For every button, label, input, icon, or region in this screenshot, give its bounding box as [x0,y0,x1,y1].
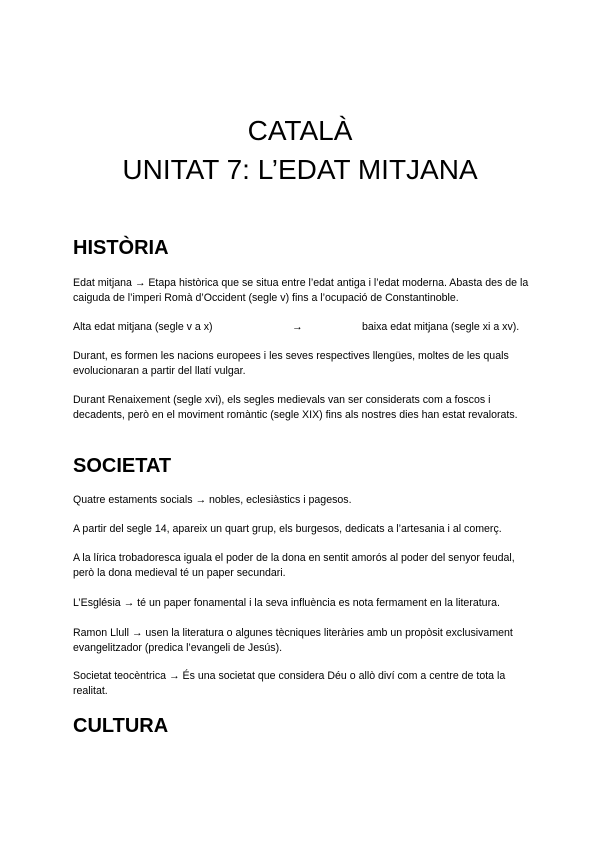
paragraph-burgesos: A partir del segle 14, apareix un quart grup, els burgesos, dedicats a l’artesania i al comerç. [73,523,502,535]
period-baixa-edat-mitjana: baixa edat mitjana (segle xi a xv). [362,321,520,333]
paragraph-ramon-llull: Ramon Llull → usen la literatura o algunes tècniques literàries amb un propòsit exclusivament evangelitzador (predica l’evangeli de Jesús). [73,627,513,654]
paragraph-estaments: Quatre estaments socials → nobles, eclesiàstics i pagesos. [73,494,352,506]
paragraph-nacions-europees: Durant, es formen les nacions europees i les seves respectives llengües, moltes de les quals evolucionaran a partir del llatí vulgar. [73,350,509,377]
paragraph-esglesia: L’Església → té un paper fonamental i la seva influència es nota fermament en la literatura. [73,597,500,609]
section-heading-societat: SOCIETAT [73,455,172,477]
paragraph-lirica-trobadoresca: A la lírica trobadoresca iguala el poder de la dona en sentit amorós al poder del senyor feudal, però la dona medieval té un paper secundari. [73,552,515,579]
paragraph-renaixement: Durant Renaixement (segle xvi), els segles medievals van ser considerats com a foscos i decadents, però en el moviment romàntic (segle XIX) fins als nostres dies han estat revalorats. [73,394,518,421]
document-title-unit: UNITAT 7: L’EDAT MITJANA [122,154,478,185]
document-title-subject: CATALÀ [247,115,353,146]
paragraph-edat-mitjana: Edat mitjana → Etapa històrica que se situa entre l’edat antiga i l’edat moderna. Abasta des de la caiguda de l’imperi Romà d’Occident (segle v) fins a l’ocupació de Constantinoble. [73,277,529,304]
section-heading-cultura: CULTURA [73,715,169,737]
paragraph-societat-teocentrica: Societat teocèntrica → És una societat que considera Déu o allò diví com a centre de tota la realitat. [73,670,506,697]
period-alta-edat-mitjana: Alta edat mitjana (segle v a x) [73,321,213,333]
period-division-row [73,320,535,335]
arrow-glyph: → [292,321,303,333]
section-heading-historia: HISTÒRIA [73,237,169,259]
